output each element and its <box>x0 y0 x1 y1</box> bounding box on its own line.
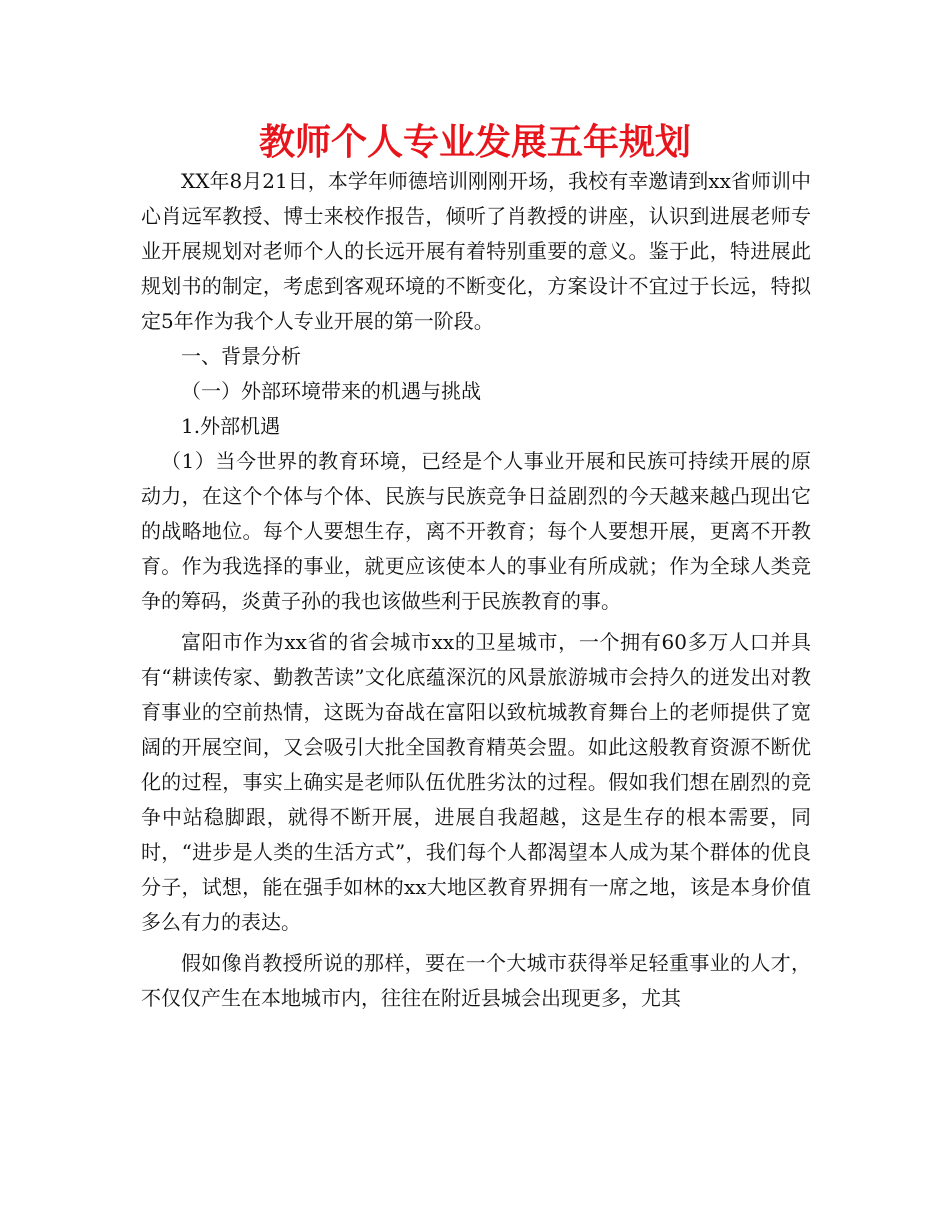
body-paragraph: 富阳市作为xx省的省会城市xx的卫星城市，一个拥有60多万人口并具有“耕读传家、勤教苦读”文化底蕴深沉的风景旅游城市会持久的迸发出对教育事业的空前热情，这既为奋战在富阳以致杭城教育舞台上的老师提供了宽阔的开展空间，又会吸引大批全国教育精英会盟。如此这般教育资源不断优化的过程，事实上确实是老师队伍优胜劣汰的过程。假如我们想在剧烈的竞争中站稳脚跟，就得不断开展，进展自我超越，这是生存的根本需要，同时，“进步是人类的生活方式”，我们每个人都渴望本人成为某个群体的优良分子，试想，能在强手如林的xx大地区教育界拥有一席之地，该是本身价值多么有力的表达。 <box>141 630 811 934</box>
body-paragraph: （1）当今世界的教育环境，已经是个人事业开展和民族可持续开展的原动力，在这个个体与个体、民族与民族竞争日益剧烈的今天越来越凸现出它的战略地位。每个人要想生存，离不开教育；每个人要想开展，更离不开教育。作为我选择的事业，就更应该使本人的事业有所成就；作为全球人类竞争的筹码，炎黄子孙的我也该做些利于民族教育的事。 <box>141 449 811 613</box>
intro-paragraph: XX年8月21日，本学年师德培训刚刚开场，我校有幸邀请到xx省师训中心肖远军教授、博士来校作报告，倾听了肖教授的讲座，认识到进展老师专业开展规划对老师个人的长远开展有着特别重要的意义。鉴于此，特进展此规划书的制定，考虑到客观环境的不断变化，方案设计不宜过于长远，特拟定5年作为我个人专业开展的第一阶段。 <box>141 169 811 333</box>
subsection-heading: （一）外部环境带来的机遇与挑战 <box>181 379 481 403</box>
section-heading: 一、背景分析 <box>181 344 301 368</box>
document-title: 教师个人专业发展五年规划 <box>258 121 691 163</box>
body-paragraph: 假如像肖教授所说的那样，要在一个大城市获得举足轻重事业的人才，不仅仅产生在本地城市内，往往在附近县城会出现更多，尤其 <box>141 951 811 1010</box>
document-body <box>141 164 811 1016</box>
item-heading: 1.外部机遇 <box>181 414 281 438</box>
